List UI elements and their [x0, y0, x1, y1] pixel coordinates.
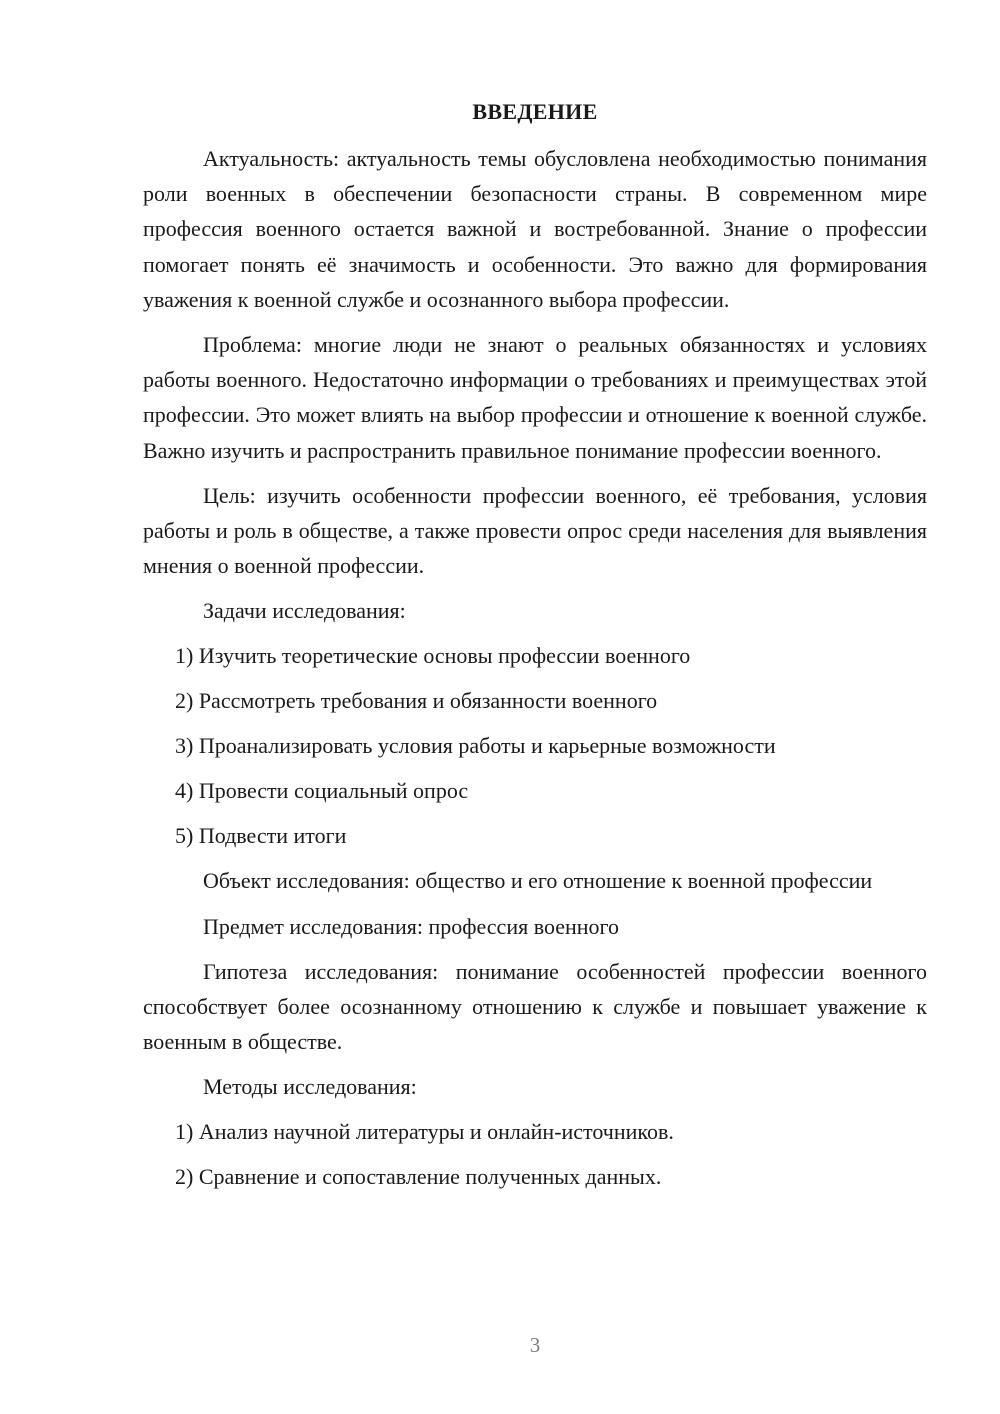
page-number: 3 [529, 1333, 541, 1357]
method-item: 1) Анализ научной литературы и онлайн-источников. [175, 1119, 674, 1145]
problem-paragraph: Проблема: многие люди не знают о реальных обязанностях и условиях работы военного. Недостаточно информации о требованиях и преимуществах этой профессии. Это может влиять на выбор профессии и отношение к военной службе. Важно изучить и распространить правильное понимание профессии военного. [143, 332, 927, 463]
object-paragraph: Объект исследования: общество и его отношение к военной профессии [203, 868, 873, 894]
task-item: 3) Проанализировать условия работы и карьерные возможности [175, 733, 776, 759]
document-body [143, 94, 927, 1204]
tasks-heading: Задачи исследования: [203, 598, 406, 624]
methods-list [143, 1114, 927, 1194]
goal-paragraph: Цель: изучить особенности профессии военного, её требования, условия работы и роль в обществе, а также провести опрос среди населения для выявления мнения о военной профессии. [143, 482, 927, 579]
task-item: 1) Изучить теоретические основы профессии военного [175, 643, 691, 669]
hypothesis-paragraph: Гипотеза исследования: понимание особенностей профессии военного способствует более осознанному отношению к службе и повышает уважение к военным в обществе. [143, 958, 927, 1055]
document-title: ВВЕДЕНИЕ [472, 99, 598, 124]
methods-heading: Методы исследования: [203, 1074, 417, 1100]
relevance-paragraph: Актуальность: актуальность темы обусловлена необходимостью понимания роли военных в обеспечении безопасности страны. В современном мире профессия военного остается важной и востребованной. Знание о профессии помогает понять её значимость и особенности. Это важно для формирования уважения к военной службе и осознанного выбора профессии. [143, 146, 927, 312]
tasks-list [143, 638, 927, 853]
subject-paragraph: Предмет исследования: профессия военного [203, 913, 620, 939]
task-item: 5) Подвести итоги [175, 823, 347, 849]
method-item: 2) Сравнение и сопоставление полученных данных. [175, 1164, 662, 1190]
task-item: 2) Рассмотреть требования и обязанности военного [175, 688, 658, 714]
task-item: 4) Провести социальный опрос [175, 778, 469, 804]
